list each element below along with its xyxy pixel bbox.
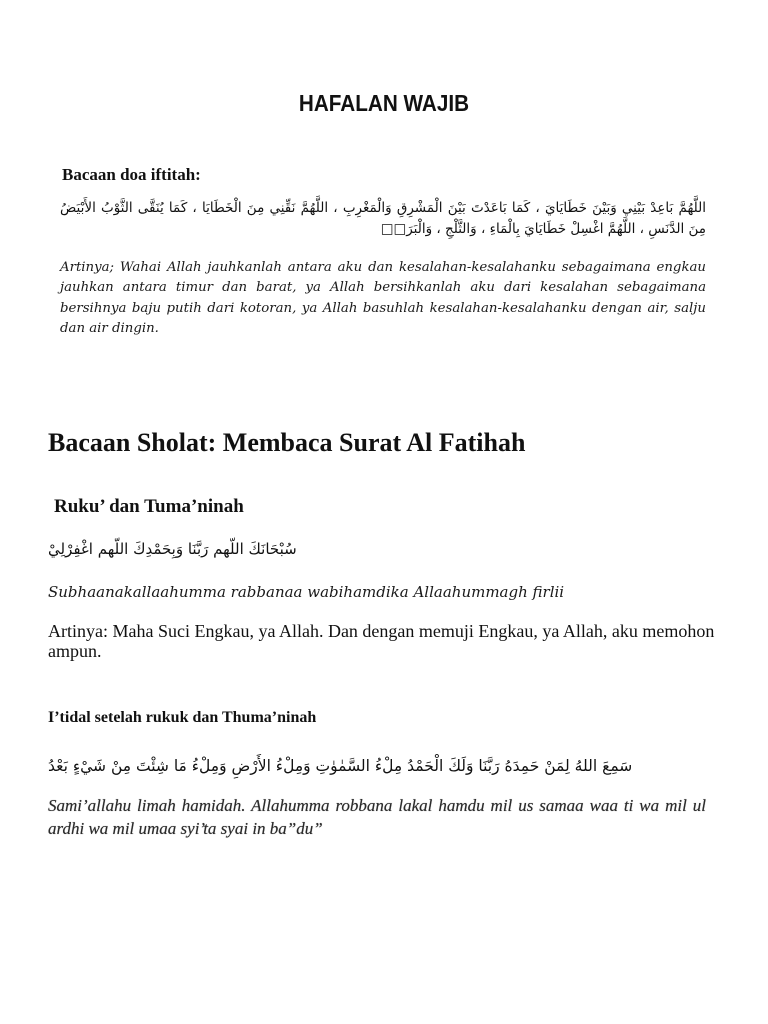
iftitah-arabic-text: اللَّهُمَّ بَاعِدْ بَيْنِي وَبَيْنَ خَطَايَايَ ، كَمَا بَاعَدْتَ بَيْنَ الْمَشْرِقِ وَالْمَغْرِبِ ، اللَّهُمَّ نَقِّنِي مِنَ الْخَطَايَا ، كَمَا يُنَقَّى الثَّوْبُ الأَبْيَضُ مِنَ الدَّنَسِ ، اللَّهُمَّ اغْسِلْ خَطَايَايَ بِالْمَاءِ ، وَالثَّلْجِ ، وَالْبَرَ□□	[60, 200, 706, 237]
iftitah-translation: Artinya; Wahai Allah jauhkanlah antara aku dan kesalahan-kesalahanku sebagaimana engkau jauhkan antara timur dan barat, ya Allah bersihkanlah aku dari kesalahan sebagaimana bersihnya baju putih dari kotoran, ya Allah basuhlah kesalahan-kesalahanku dengan air, salju dan air dingin.	[60, 260, 706, 336]
ruku-translation: Artinya: Maha Suci Engkau, ya Allah. Dan dengan memuji Engkau, ya Allah, aku memohon ampun.	[48, 621, 715, 661]
itidal-arabic-text: سَمِعَ اللهُ لِمَنْ حَمِدَهُ رَبَّنَا وَلَكَ الْحَمْدُ مِلْءُ السَّمٰوٰتِ وَمِلْءُ الأَرْضِ وَمِلْءُ مَا شِئْتَ مِنْ شَيْءٍ بَعْدُ	[48, 757, 633, 775]
ruku-heading: Ruku’ dan Tuma’ninah	[54, 496, 244, 517]
iftitah-heading: Bacaan doa iftitah:	[62, 165, 201, 184]
ruku-transliteration: Subhaanakallaahumma rabbanaa wabihamdika Allaahummagh firlii	[48, 583, 565, 601]
itidal-transliteration: Sami’allahu limah hamidah. Allahumma robbana lakal hamdu mil us samaa waa ti wa mil ul ardhi wa mil umaa syi’ta syai in ba”du”	[48, 796, 706, 838]
itidal-heading: I’tidal setelah rukuk dan Thuma’ninah	[48, 709, 317, 726]
ruku-arabic-text: سُبْحَانَكَ اللّهم رَبَّنَا وَبِحَمْدِكَ اللّهم اغْفِرْلِيْ	[48, 540, 297, 558]
sholat-section-heading: Bacaan Sholat: Membaca Surat Al Fatihah	[48, 428, 526, 457]
page-title: HAFALAN WAJIB	[298, 90, 470, 116]
